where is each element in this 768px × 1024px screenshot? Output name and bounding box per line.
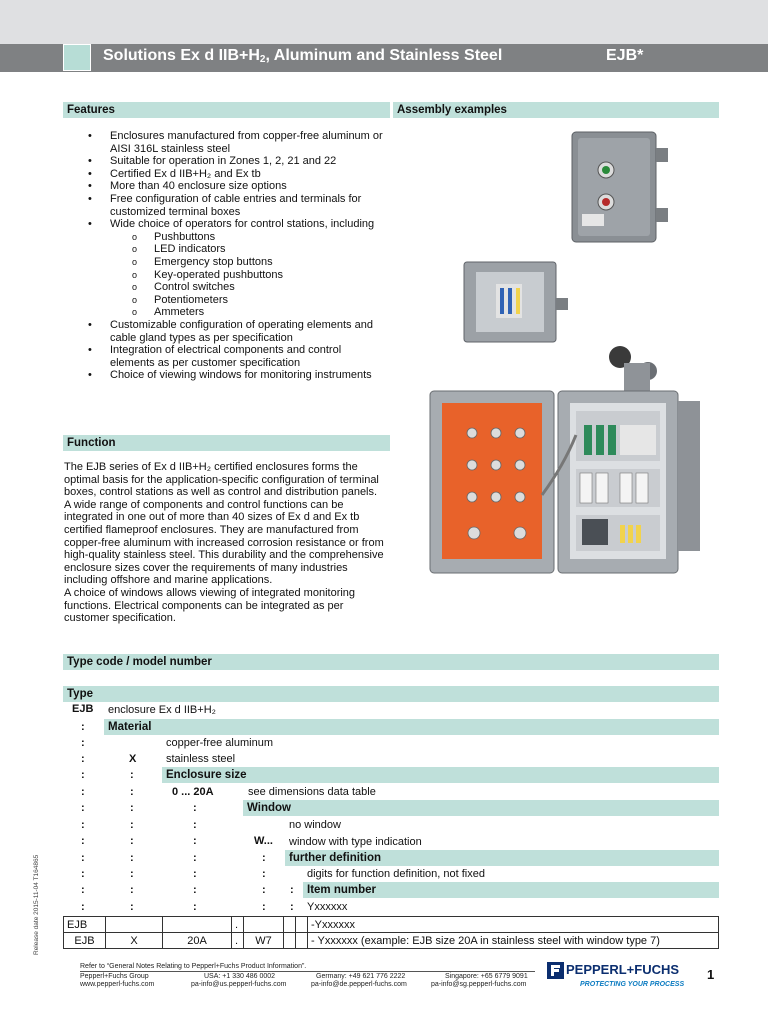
- window-heading: Window: [243, 800, 719, 816]
- summary-table: [63, 916, 719, 949]
- type-heading: Type: [63, 686, 719, 702]
- tree-colon: :: [193, 884, 197, 896]
- operator-item: o Control switches: [132, 281, 388, 294]
- title-marker: [63, 44, 91, 71]
- table-row: [64, 933, 719, 949]
- table-cell: EJB: [64, 917, 106, 933]
- tree-colon: :: [81, 769, 85, 781]
- tree-colon: :: [193, 802, 197, 814]
- tree-colon: :: [81, 753, 85, 765]
- feature-item: • Choice of viewing windows for monitoring instruments: [88, 369, 388, 382]
- tree-colon: :: [193, 835, 197, 847]
- tree-colon: :: [193, 901, 197, 913]
- table-cell: [106, 917, 163, 933]
- tree-colon: :: [262, 901, 266, 913]
- table-cell: [244, 917, 284, 933]
- enclosure-photo-control-station: [566, 128, 670, 246]
- material-heading: Material: [104, 719, 719, 735]
- operator-item: o LED indicators: [132, 243, 388, 256]
- code-ejb: EJB: [72, 703, 94, 715]
- tree-colon: :: [81, 884, 85, 896]
- tree-colon: :: [290, 901, 294, 913]
- feature-item: • Suitable for operation in Zones 1, 2, 21 and 22: [88, 155, 388, 168]
- tree-colon: :: [81, 819, 85, 831]
- tree-colon: :: [130, 835, 134, 847]
- tree-colon: :: [130, 868, 134, 880]
- feature-item: • Certified Ex d IIB+H₂ and Ex tb: [88, 168, 388, 181]
- pepperl-fuchs-logo-icon: [547, 962, 564, 979]
- tree-colon: :: [81, 901, 85, 913]
- singapore-email[interactable]: pa-info@sg.pepperl-fuchs.com: [431, 981, 527, 988]
- feature-item: • Customizable configuration of operating elements and cable gland types as per specification: [88, 319, 388, 344]
- code-size: 0 ... 20A: [172, 786, 214, 798]
- material-steel: stainless steel: [166, 753, 236, 765]
- germany-email[interactable]: pa-info@de.pepperl-fuchs.com: [311, 981, 407, 988]
- size-description: see dimensions data table: [248, 786, 376, 798]
- tree-colon: :: [262, 868, 266, 880]
- table-cell: .: [232, 933, 244, 949]
- tree-colon: :: [130, 852, 134, 864]
- tree-colon: :: [193, 819, 197, 831]
- tree-colon: :: [130, 802, 134, 814]
- operator-item: o Emergency stop buttons: [132, 256, 388, 269]
- website-link[interactable]: www.pepperl-fuchs.com: [80, 981, 155, 988]
- tree-colon: :: [193, 852, 197, 864]
- table-cell: W7: [244, 933, 284, 949]
- features-heading: Features: [63, 102, 390, 118]
- table-cell: 20A: [163, 933, 232, 949]
- release-date: Release date 2015-11-04 T164865: [33, 854, 40, 955]
- table-cell: .: [232, 917, 244, 933]
- material-aluminum: copper-free aluminum: [166, 737, 273, 749]
- operators-list: [132, 231, 388, 319]
- function-description: [64, 461, 386, 625]
- usa-phone: USA: +1 330 486 0002: [204, 973, 276, 980]
- code-window: W...: [254, 835, 273, 847]
- function-paragraph: A choice of windows allows viewing of integrated monitoring functions. Electrical components can be integrated as per customer specification.: [64, 586, 356, 625]
- footer-divider: [80, 971, 535, 972]
- operator-item: o Key-operated pushbuttons: [132, 269, 388, 282]
- feature-item: • Free configuration of cable entries and terminals for customized terminal boxes: [88, 193, 388, 218]
- function-paragraph: The EJB series of Ex d IIB+H₂ certified enclosures forms the optimal basis for the application-specific configuration of terminal boxes, control stations as well as control and distribution panels. A wide range of components and control functions can be integrated in one out of more than 40 sizes of Ex d and Ex tb certified flameproof enclosures. They are manufactured from copper-free aluminum with increased corrosion resistance or from high-quality stainless steel. This durability and the comprehensive enclosure sizes cover the requirements of many industries including offshore and marine applications.: [64, 461, 384, 587]
- further-definition-heading: further definition: [285, 850, 719, 866]
- tree-colon: :: [81, 721, 85, 733]
- tree-colon: :: [130, 786, 134, 798]
- feature-item: • Integration of electrical components and control elements as per customer specification: [88, 344, 388, 369]
- table-cell: [284, 933, 296, 949]
- typecode-heading: Type code / model number: [63, 654, 719, 670]
- table-row: [64, 917, 719, 933]
- top-band: [0, 0, 768, 44]
- tree-colon: :: [81, 852, 85, 864]
- table-cell: [296, 917, 308, 933]
- usa-email[interactable]: pa-info@us.pepperl-fuchs.com: [191, 981, 287, 988]
- table-cell: EJB: [64, 933, 106, 949]
- ejb-description: enclosure Ex d IIB+H₂: [108, 704, 216, 716]
- feature-item: • More than 40 enclosure size options: [88, 180, 388, 193]
- code-x: X: [129, 753, 137, 765]
- table-cell: [163, 917, 232, 933]
- function-heading: Function: [63, 435, 390, 451]
- tree-colon: :: [81, 868, 85, 880]
- brand-name: PEPPERL+FUCHS: [566, 962, 680, 977]
- germany-phone: Germany: +49 621 776 2222: [316, 973, 406, 980]
- feature-item: • Enclosures manufactured from copper-free aluminum or AISI 316L stainless steel: [88, 130, 388, 155]
- tree-colon: :: [130, 819, 134, 831]
- assembly-heading: Assembly examples: [393, 102, 719, 118]
- no-window: no window: [289, 819, 341, 831]
- tree-colon: :: [262, 852, 266, 864]
- singapore-phone: Singapore: +65 6779 9091: [445, 973, 528, 980]
- tree-colon: :: [81, 737, 85, 749]
- table-cell: X: [106, 933, 163, 949]
- enclosure-photo-open-panel: [424, 345, 714, 577]
- page-number: 1: [707, 967, 715, 982]
- tree-colon: :: [193, 868, 197, 880]
- page-title: Solutions Ex d $IIB+H_2$, Aluminum and Stainless Steel: [103, 47, 503, 65]
- tree-colon: :: [81, 835, 85, 847]
- features-list: [88, 130, 388, 382]
- brand-tagline: PROTECTING YOUR PROCESS: [580, 981, 685, 988]
- tree-colon: :: [81, 786, 85, 798]
- feature-item: • Wide choice of operators for control stations, including o Pushbuttons o LED indicators o Emergency stop buttons o Key-operated pushbuttons o Control switches o Potentiometers o Ammeters: [88, 218, 388, 319]
- operator-item: o Pushbuttons: [132, 231, 388, 244]
- tree-colon: :: [262, 884, 266, 896]
- table-cell: - Yxxxxxx (example: EJB size 20A in stainless steel with window type 7): [308, 933, 719, 949]
- enclosure-photo-terminal-box: [460, 258, 570, 344]
- item-number-heading: Item number: [303, 882, 719, 898]
- table-cell: [284, 917, 296, 933]
- tree-colon: :: [290, 884, 294, 896]
- tree-colon: :: [130, 769, 134, 781]
- further-description: digits for function definition, not fixed: [307, 868, 485, 880]
- enclosure-size-heading: Enclosure size: [162, 767, 719, 783]
- product-code: EJB*: [606, 47, 644, 64]
- window-description: window with type indication: [289, 836, 422, 848]
- tree-colon: :: [130, 884, 134, 896]
- table-cell: [296, 933, 308, 949]
- group-name: Pepperl+Fuchs Group: [80, 973, 149, 980]
- operator-item: o Ammeters: [132, 306, 388, 319]
- table-cell: -Yxxxxxx: [308, 917, 719, 933]
- item-description: Yxxxxxx: [307, 901, 348, 913]
- tree-colon: :: [130, 901, 134, 913]
- operator-item: o Potentiometers: [132, 294, 388, 307]
- tree-colon: :: [81, 802, 85, 814]
- general-notes-link[interactable]: Refer to “General Notes Relating to Pepperl+Fuchs Product Information”.: [80, 963, 307, 970]
